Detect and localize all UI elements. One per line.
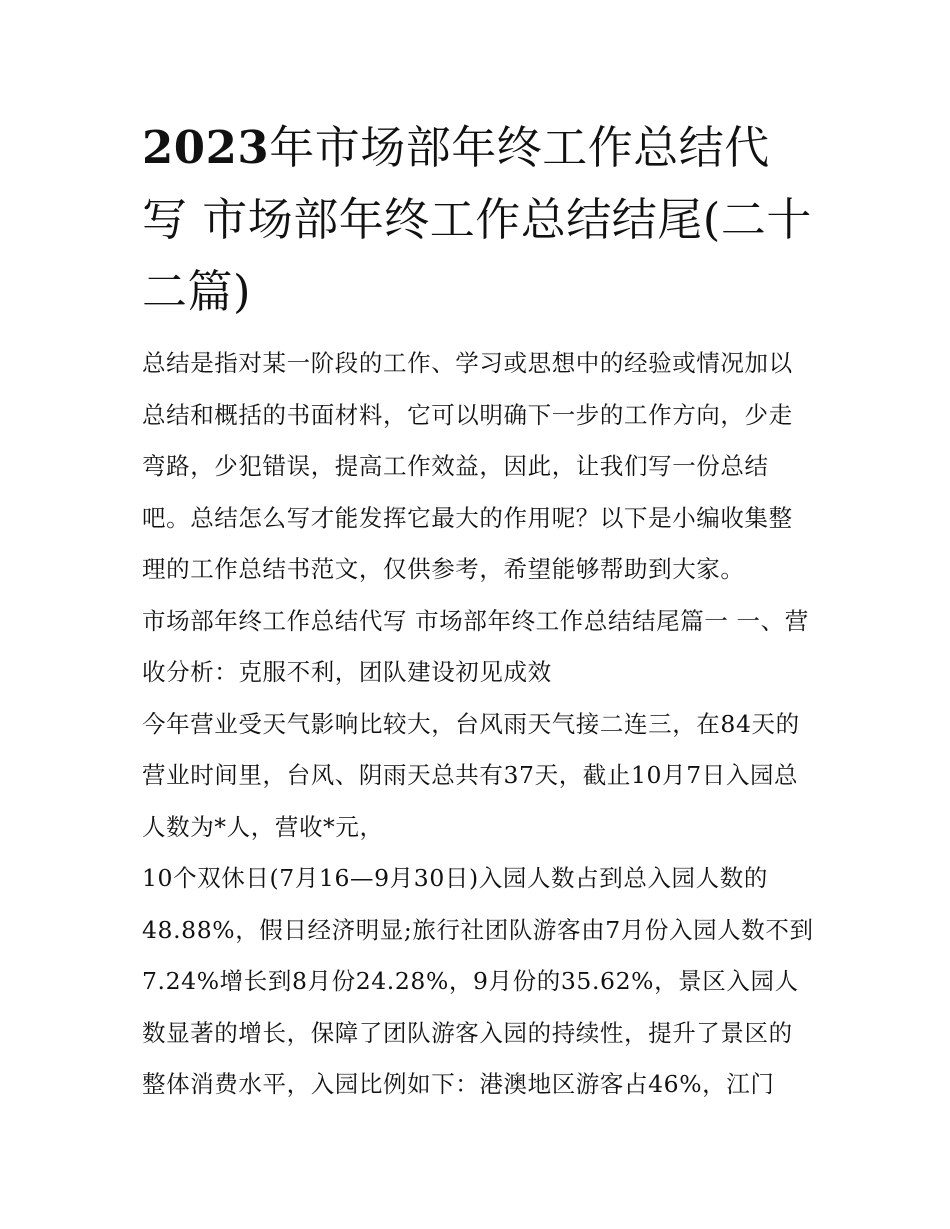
document-title xyxy=(142,112,814,328)
paragraph-statistics: 10个双休日(7月16—9月30日)入园人数占到总入园人数的48.88%，假日经济明显;旅行社团队游客由7月份入园人数不到7.24%增长到8月份24.28%，9月份的35.62%，景区入园人数显著的增长，保障了团队游客入园的持续性，提升了景区的整体消费水平，入园比例如下：港澳地区游客占46%，江门 xyxy=(142,864,814,1098)
title-year: 2023 xyxy=(142,121,270,174)
paragraph-weather: 今年营业受天气影响比较大，台风雨天气接二连三，在84天的营业时间里，台风、阴雨天总共有37天，截止10月7日入园总人数为*人，营收*元， xyxy=(142,709,800,841)
title-text: 年市场部年终工作总结代写 市场部年终工作总结结尾(二十二篇) xyxy=(142,121,812,318)
paragraph-intro: 总结是指对某一阶段的工作、学习或思想中的经验或情况加以总结和概括的书面材料，它可以明确下一步的工作方向，少走弯路，少犯错误，提高工作效益，因此，让我们写一份总结吧。总结怎么写才能发挥它最大的作用呢？以下是小编收集整理的工作总结书范文，仅供参考，希望能够帮助到大家。 xyxy=(142,349,793,583)
document-page xyxy=(142,112,814,1111)
document-body xyxy=(142,338,814,1111)
paragraph-section-heading: 市场部年终工作总结代写 市场部年终工作总结结尾篇一 一、营收分析：克服不利，团队建设初见成效 xyxy=(142,606,809,686)
